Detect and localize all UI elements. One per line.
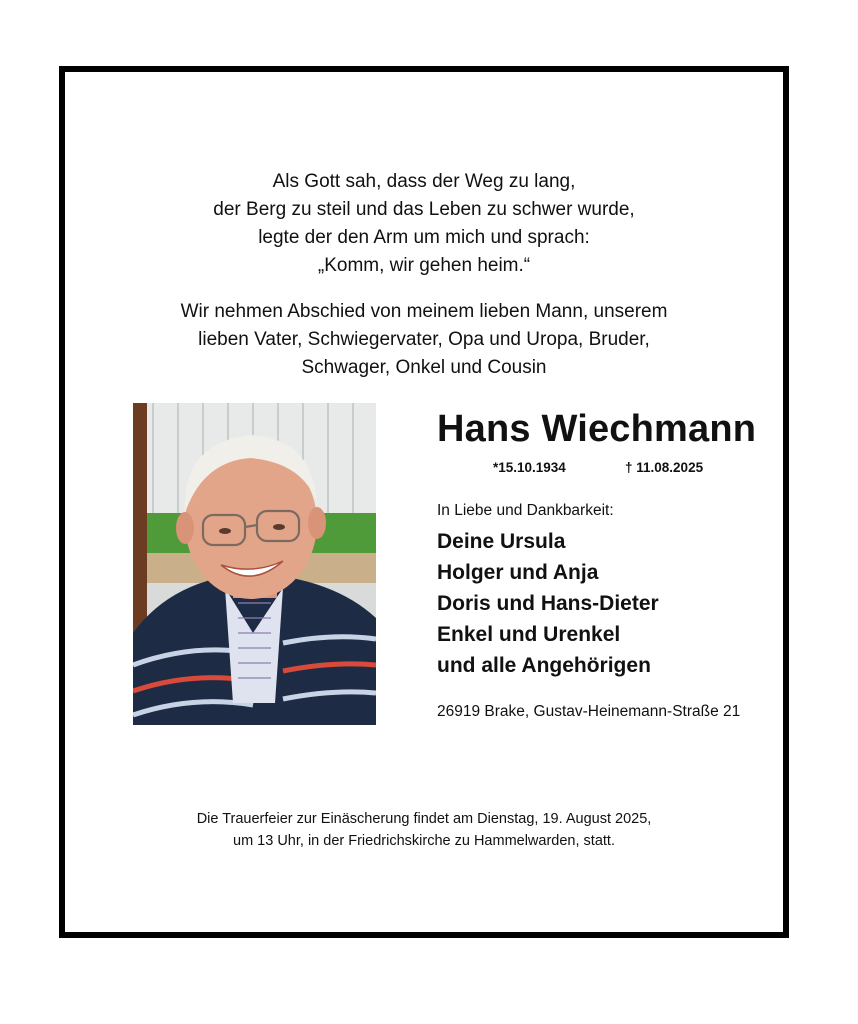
deceased-name: Hans Wiechmann bbox=[437, 408, 757, 450]
thanks-label: In Liebe und Dankbarkeit: bbox=[437, 502, 614, 519]
portrait-photo bbox=[133, 403, 376, 725]
poem bbox=[65, 168, 783, 280]
mourner: Doris und Hans-Dieter bbox=[437, 592, 659, 615]
farewell-line: Schwager, Onkel und Cousin bbox=[301, 357, 547, 378]
funeral-service-info bbox=[65, 808, 783, 852]
poem-line: der Berg zu steil und das Leben zu schwer wurde, bbox=[213, 199, 635, 220]
farewell-line: lieben Vater, Schwiegervater, Opa und Uropa, Bruder, bbox=[198, 329, 650, 350]
mourner: Holger und Anja bbox=[437, 561, 599, 584]
address: 26919 Brake, Gustav-Heinemann-Straße 21 bbox=[437, 703, 741, 720]
death-date: † 11.08.2025 bbox=[625, 460, 704, 475]
farewell-line: Wir nehmen Abschied von meinem lieben Mann, unserem bbox=[180, 301, 668, 322]
mourners-list bbox=[437, 526, 659, 681]
farewell-text bbox=[65, 298, 783, 382]
poem-line: legte der den Arm um mich und sprach: bbox=[258, 227, 590, 248]
mourner: Deine Ursula bbox=[437, 530, 566, 553]
poem-line: „Komm, wir gehen heim.“ bbox=[317, 255, 531, 276]
poem-line: Als Gott sah, dass der Weg zu lang, bbox=[272, 171, 576, 192]
obituary-frame bbox=[59, 66, 789, 938]
service-line: um 13 Uhr, in der Friedrichskirche zu Hammelwarden, statt. bbox=[233, 833, 615, 849]
mourner: und alle Angehörigen bbox=[437, 654, 651, 677]
service-line: Die Trauerfeier zur Einäscherung findet am Dienstag, 19. August 2025, bbox=[196, 811, 652, 827]
mourner: Enkel und Urenkel bbox=[437, 623, 621, 646]
birth-date: *15.10.1934 bbox=[493, 460, 566, 475]
